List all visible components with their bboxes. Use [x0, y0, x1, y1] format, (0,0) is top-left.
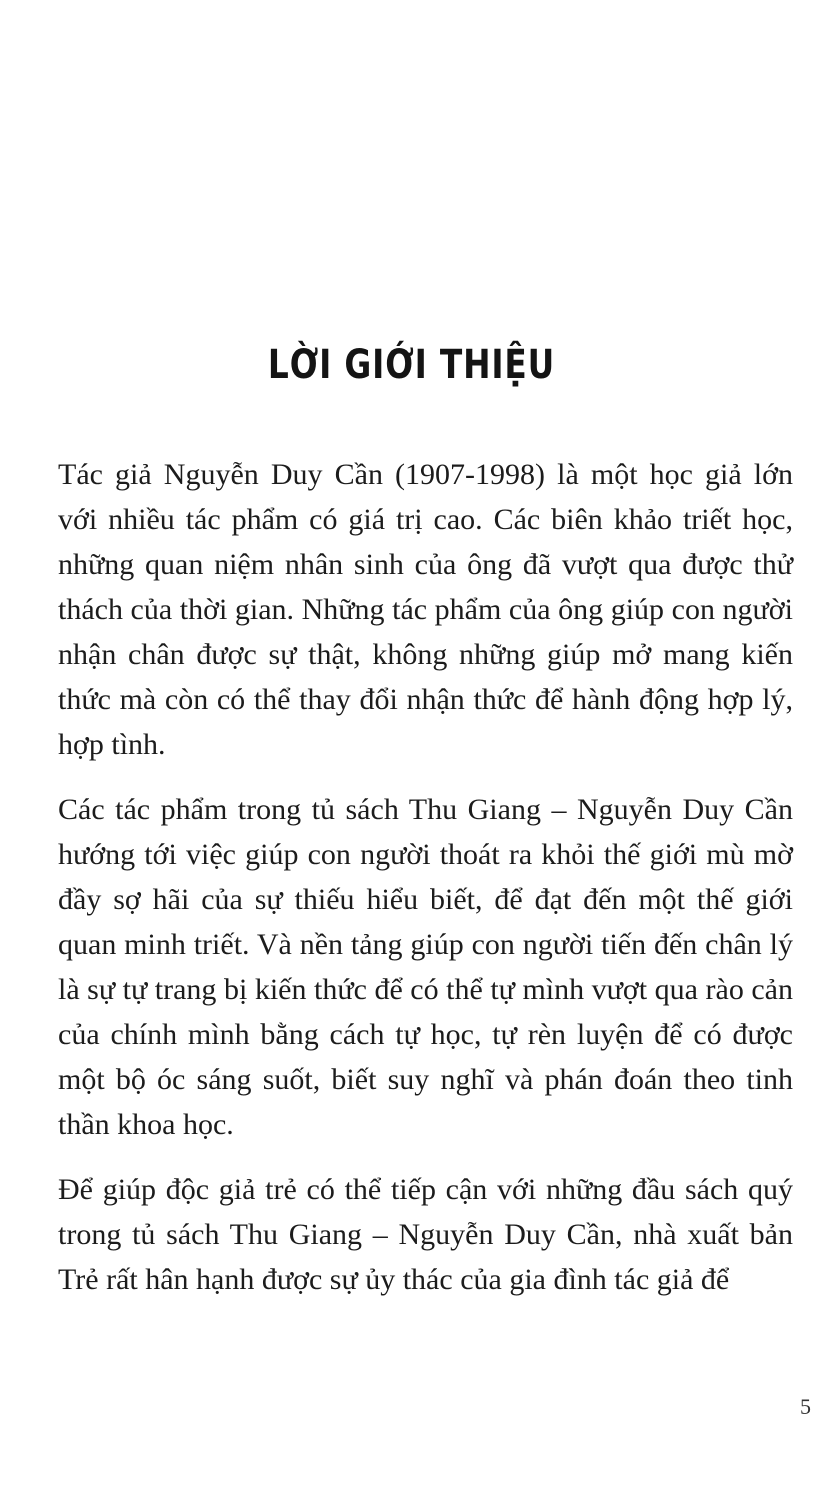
page-number: 5: [800, 1394, 811, 1419]
paragraph-3: Để giúp độc giả trẻ có thể tiếp cận với những đầu sách quý trong tủ sách Thu Giang – Nguyễn Duy Cần, nhà xuất bản Trẻ rất hân hạnh được sự ủy thác của gia đình tác giả để: [58, 1173, 793, 1296]
page-title: LỜI GIỚI THIỆU: [267, 341, 556, 388]
paragraph-2: Các tác phẩm trong tủ sách Thu Giang – Nguyễn Duy Cần hướng tới việc giúp con người thoát ra khỏi thế giới mù mờ đầy sợ hãi của sự thiếu hiểu biết, để đạt đến một thế giới quan minh triết. Và nền tảng giúp con người tiến đến chân lý là sự tự trang bị kiến thức để có thể tự mình vượt qua rào cản của chính mình bằng cách tự học, tự rèn luyện để có được một bộ óc sáng suốt, biết suy nghĩ và phán đoán theo tinh thần khoa học.: [58, 793, 793, 1141]
paragraph-1: Tác giả Nguyễn Duy Cần (1907-1998) là một học giả lớn với nhiều tác phẩm có giá trị cao. Các biên khảo triết học, những quan niệm nhân sinh của ông đã vượt qua được thử thách của thời gian. Những tác phẩm của ông giúp con người nhận chân được sự thật, không những giúp mở mang kiến thức mà còn có thể thay đổi nhận thức để hành động hợp lý, hợp tình.: [58, 458, 793, 761]
body-text: [58, 452, 793, 1302]
